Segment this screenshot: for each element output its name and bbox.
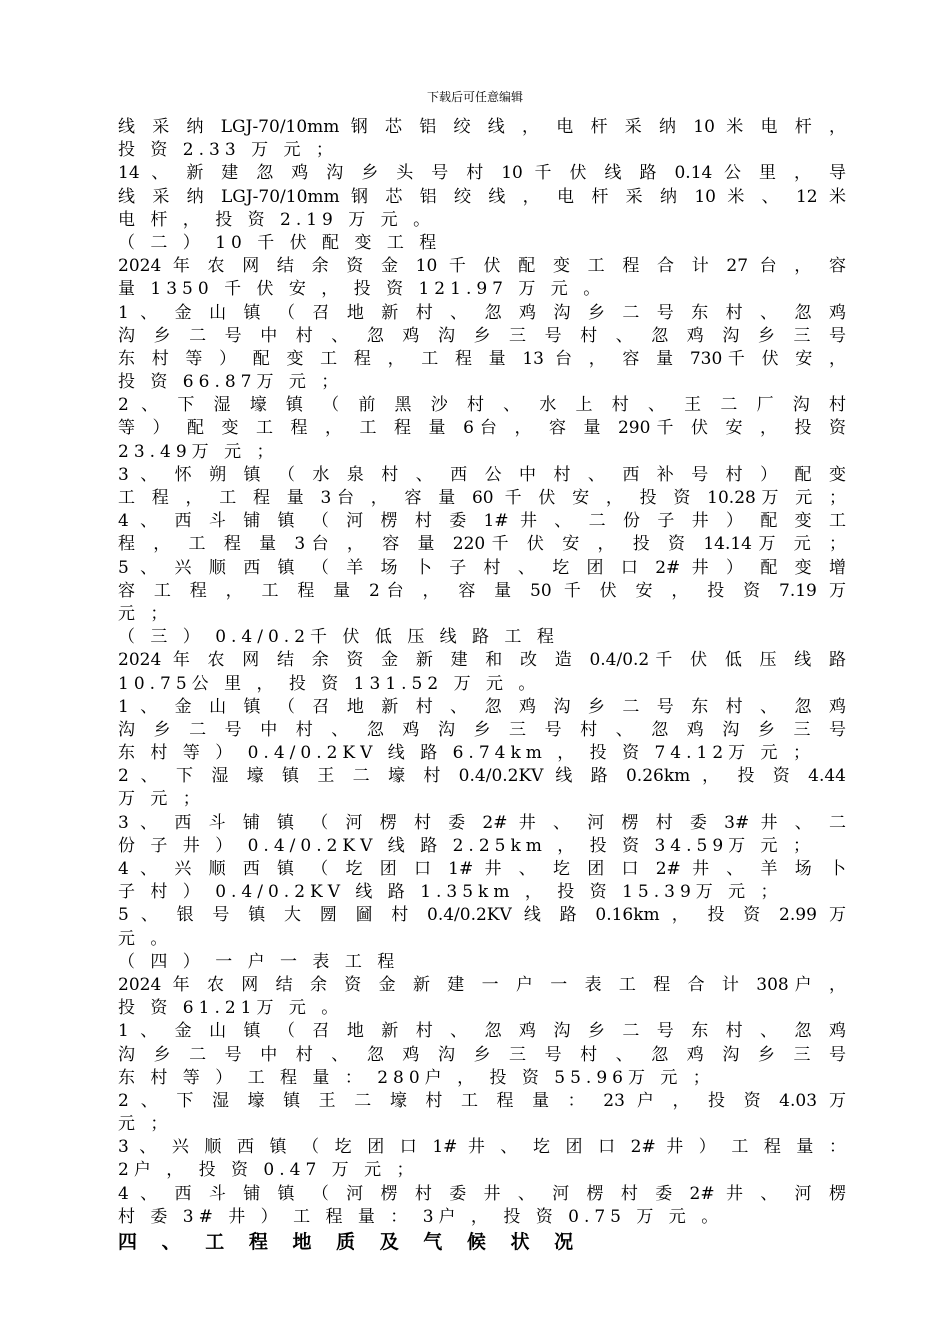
text-line: 3 、 西 斗 铺 镇 （ 河 楞 村 委 2# 井 、 河 楞 村 委 3# 井 、 二	[118, 812, 846, 833]
text-line: 等 ） 配 变 工 程 ， 工 程 量 6台 ， 容 量 290千 伏 安 ， 投 资	[118, 418, 846, 439]
text-line: 3 、 兴 顺 西 镇 （ 圪 团 口 1# 井 、 圪 团 口 2# 井 ） 工 程 量 ：	[118, 1137, 846, 1158]
text-line: 投 资 66.87万 元 ；	[118, 372, 344, 393]
text-line: 东 村 等 ） 工 程 量 ： 280户 ， 投 资 55.96万 元 ；	[118, 1067, 715, 1088]
text-line: 工 程 ， 工 程 量 3台 ， 容 量 60 千 伏 安 ， 投 资 10.28万 元 ；	[118, 488, 846, 508]
text-line: 线 采 纳 LGJ-70/10mm 钢 芯 铝 绞 线 ， 电 杆 采 纳 10 米 、 12 米	[118, 186, 846, 207]
text-line: 10.75公 里 ， 投 资 131.52 万 元 。	[118, 673, 541, 694]
text-line: 沟 乡 二 号 中 村 、 忽 鸡 沟 乡 三 号 村 、 忽 鸡 沟 乡 三 号	[118, 325, 846, 346]
text-line: 子 村 ） 0.4/0.2KV 线 路 1.35km ， 投 资 15.39万 元 ；	[118, 882, 783, 903]
text-line: （ 三 ） 0.4/0.2千 伏 低 压 线 路 工 程	[118, 627, 559, 648]
text-line: 2 、 下 湿 壕 镇 （ 前 黑 沙 村 、 水 上 村 、 王 二 厂 沟 村	[118, 395, 846, 416]
text-line: 5 、 兴 顺 西 镇 （ 羊 场 卜 子 村 、 圪 团 口 2# 井 ） 配 变 增	[118, 557, 846, 578]
text-line: 2 、 下 湿 壕 镇 王 二 壕 村 工 程 量 ： 23 户 ， 投 资 4.03 万	[118, 1090, 846, 1111]
text-line: 4 、 西 斗 铺 镇 （ 河 楞 村 委 1# 井 、 二 份 子 井 ） 配 变 工	[118, 511, 846, 532]
text-line: 2户 ， 投 资 0.47 万 元 ；	[118, 1160, 419, 1181]
text-line: 2024 年 农 网 结 余 资 金 新 建 和 改 造 0.4/0.2千 伏 低 压 线 路	[118, 650, 846, 671]
text-line: （ 四 ） 一 户 一 表 工 程	[118, 951, 400, 972]
text-line: 3 、 怀 朔 镇 （ 水 泉 村 、 西 公 中 村 、 西 补 号 村 ） 配 变	[118, 464, 846, 485]
text-line: 1 、 金 山 镇 （ 召 地 新 村 、 忽 鸡 沟 乡 二 号 东 村 、 忽 鸡	[118, 1021, 846, 1042]
text-line: 投 资 2.33 万 元 ；	[118, 140, 338, 161]
text-line: 元 ；	[118, 1114, 173, 1135]
text-line: 4 、 西 斗 铺 镇 （ 河 楞 村 委 井 、 河 楞 村 委 2# 井 、 河 楞	[118, 1183, 846, 1204]
text-line: 2024 年 农 网 结 余 资 金 新 建 一 户 一 表 工 程 合 计 308户 ，	[118, 974, 846, 995]
text-line: 沟 乡 二 号 中 村 、 忽 鸡 沟 乡 三 号 村 、 忽 鸡 沟 乡 三 号	[118, 719, 846, 740]
text-line: 1 、 金 山 镇 （ 召 地 新 村 、 忽 鸡 沟 乡 二 号 东 村 、 忽 鸡	[118, 302, 846, 323]
text-line: 量 1350 千 伏 安 ， 投 资 121.97 万 元 。	[118, 279, 606, 300]
text-line: 村 委 3# 井 ） 工 程 量 ： 3户 ， 投 资 0.75 万 元 。	[118, 1206, 724, 1227]
text-line: 元 ；	[118, 603, 173, 624]
text-line: 4 、 兴 顺 西 镇 （ 圪 团 口 1# 井 、 圪 团 口 2# 井 、 羊 场 卜	[118, 859, 846, 879]
text-line: 2024 年 农 网 结 余 资 金 10 千 伏 配 变 工 程 合 计 27 台 ， 容	[118, 256, 846, 277]
document-body	[118, 116, 846, 1254]
text-line: 投 资 61.21万 元 。	[118, 998, 344, 1019]
text-line: 5 、 银 号 镇 大 圐 圙 村 0.4/0.2KV 线 路 0.16km ， 投 资 2.99 万	[118, 905, 846, 926]
text-line: 23.49万 元 ；	[118, 441, 279, 462]
text-line: 沟 乡 二 号 中 村 、 忽 鸡 沟 乡 三 号 村 、 忽 鸡 沟 乡 三 号	[118, 1044, 846, 1065]
text-line: 份 子 井 ） 0.4/0.2KV 线 路 2.25km ， 投 资 34.59万 元 ；	[118, 835, 815, 856]
text-line: 东 村 等 ） 0.4/0.2KV 线 路 6.74km ， 投 资 74.12万 元 ；	[118, 743, 815, 764]
text-line: 线 采 纳 LGJ-70/10mm 钢 芯 铝 绞 线 ， 电 杆 采 纳 10 米 电 杆 ，	[118, 117, 846, 137]
text-line: 电 杆 ， 投 资 2.19 万 元 。	[118, 209, 436, 230]
text-line: 2 、 下 湿 壕 镇 王 二 壕 村 0.4/0.2KV 线 路 0.26km ， 投 资 4.44	[118, 766, 846, 787]
text-line: 容 工 程 ， 工 程 量 2台 ， 容 量 50 千 伏 安 ， 投 资 7.19 万	[118, 580, 846, 601]
text-line: （ 二 ） 10 千 伏 配 变 工 程	[118, 232, 442, 253]
text-line: 东 村 等 ） 配 变 工 程 ， 工 程 量 13 台 ， 容 量 730千 伏 安 ，	[118, 348, 846, 369]
text-line: 元 。	[118, 928, 173, 949]
page-header: 下载后可任意编辑	[426, 90, 523, 104]
section-heading: 四 、 工 程 地 质 及 气 候 状 况	[118, 1231, 583, 1253]
text-line: 万 元 ；	[118, 789, 205, 810]
text-line: 程 ， 工 程 量 3台 ， 容 量 220千 伏 安 ， 投 资 14.14万 元 ；	[118, 534, 846, 555]
text-line: 1 、 金 山 镇 （ 召 地 新 村 、 忽 鸡 沟 乡 二 号 东 村 、 忽 鸡	[118, 696, 846, 717]
text-line: 14 、 新 建 忽 鸡 沟 乡 头 号 村 10 千 伏 线 路 0.14 公 里 ， 导	[118, 163, 846, 184]
